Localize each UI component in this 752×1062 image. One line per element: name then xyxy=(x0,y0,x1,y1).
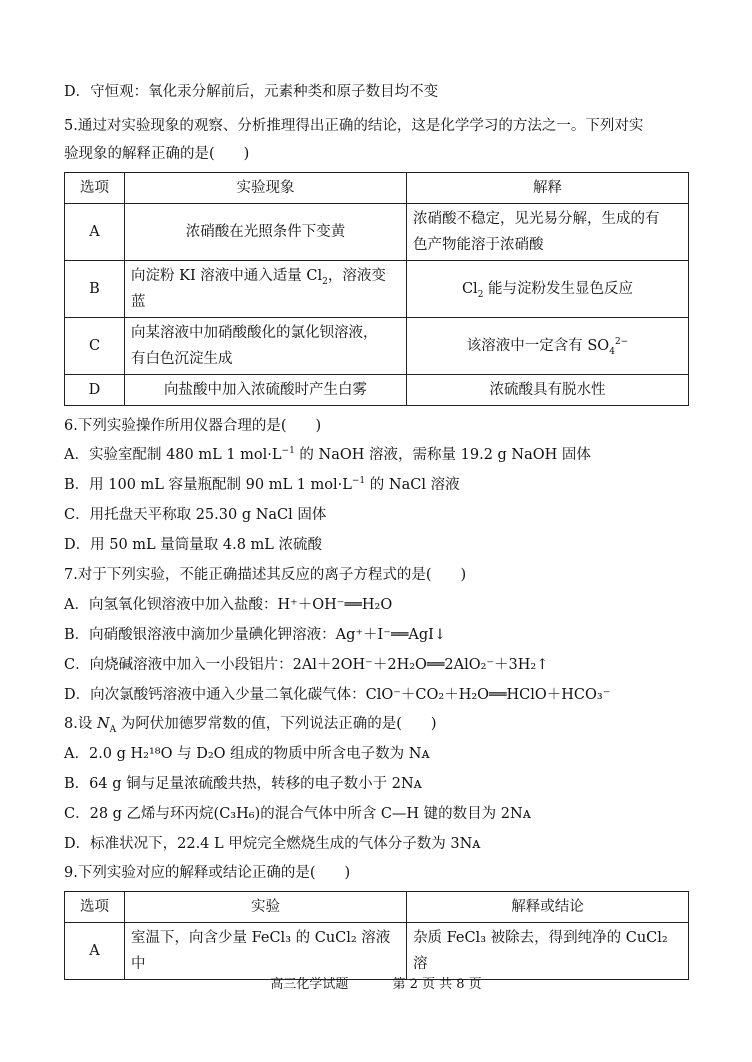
q8-stem xyxy=(64,714,437,734)
text-part: N xyxy=(96,716,110,732)
q7-stem: 7.对于下列实验，不能正确描述其反应的离子方程式的是( ) xyxy=(64,567,467,583)
row-experiment: 室温下，向含少量 FeCl₃ 的 CuCl₂ 溶液中 xyxy=(125,923,407,980)
q6-option-a xyxy=(64,445,591,465)
row-option: A xyxy=(65,204,125,261)
text-part: 为阿伏加德罗常数的值，下列说法正确的是( ) xyxy=(116,716,437,732)
row-phenomenon: 浓硝酸在光照条件下变黄 xyxy=(125,204,407,261)
table-row xyxy=(65,318,689,375)
text-part: B．用 100 mL 容量瓶配制 90 mL 1 mol·L xyxy=(64,477,352,493)
table-row xyxy=(65,923,689,980)
superscript: −1 xyxy=(281,446,295,457)
footer-page-number: 第 2 页 共 8 页 xyxy=(392,977,482,992)
explanation-line: 色产物能溶于浓硝酸 xyxy=(413,237,544,253)
q8-option-c: C．28 g 乙烯与环丙烷(C₃H₆)的混合气体中所含 C—H 键的数目为 2Nᴀ xyxy=(64,806,531,822)
row-explanation xyxy=(407,318,689,375)
q7-option-d: D．向次氯酸钙溶液中通入少量二氧化碳气体：ClO⁻＋CO₂＋H₂O══HClO＋HCO₃⁻ xyxy=(64,687,611,703)
text-part: 能与淀粉发生显色反应 xyxy=(483,281,634,297)
q7-option-a: A．向氢氧化钡溶液中加入盐酸：H⁺＋OH⁻══H₂O xyxy=(64,597,393,613)
q6-stem: 6.下列实验操作所用仪器合理的是( ) xyxy=(64,418,322,434)
header-experiment: 实验 xyxy=(125,892,407,923)
explanation-line: 浓硝酸不稳定，见光易分解，生成的有 xyxy=(413,211,660,227)
row-phenomenon: 向盐酸中加入浓硫酸时产生白雾 xyxy=(125,375,407,406)
header-option: 选项 xyxy=(65,173,125,204)
text-part: 蓝 xyxy=(131,294,146,310)
row-phenomenon xyxy=(125,318,407,375)
row-option: A xyxy=(65,923,125,980)
row-option: D xyxy=(65,375,125,406)
q7-option-c: C．向烧碱溶液中加入一小段铝片：2Al＋2OH⁻＋2H₂O══2AlO₂⁻＋3H₂↑ xyxy=(64,657,549,673)
text-part: 有白色沉淀生成 xyxy=(131,351,233,367)
table-header-row xyxy=(65,892,689,923)
row-option: B xyxy=(65,261,125,318)
q6-option-b xyxy=(64,475,460,495)
q5-stem-line1: 5.通过对实验现象的观察、分析推理得出正确的结论，这是化学学习的方法之一。下列对实 xyxy=(64,118,644,134)
q6-option-d: D．用 50 mL 量筒量取 4.8 mL 浓硫酸 xyxy=(64,537,323,553)
subscript: 4 xyxy=(609,346,615,357)
table-row xyxy=(65,375,689,406)
q9-table xyxy=(64,891,689,980)
text-part: Cl xyxy=(461,281,478,297)
text-part: 向某溶液中加硝酸酸化的氯化钡溶液， xyxy=(131,325,378,341)
text-part: 该溶液中一定含有 SO xyxy=(466,338,610,354)
text-part: 的 NaCl 溶液 xyxy=(365,477,460,493)
header-explanation: 解释 xyxy=(407,173,689,204)
subscript: 2 xyxy=(322,276,328,287)
row-explanation: 浓硫酸具有脱水性 xyxy=(407,375,689,406)
text-part: 的 NaOH 溶液，需称量 19.2 g NaOH 固体 xyxy=(294,447,591,463)
q9-stem: 9.下列实验对应的解释或结论正确的是( ) xyxy=(64,865,351,881)
row-conclusion: 杂质 FeCl₃ 被除去，得到纯净的 CuCl₂ 溶 xyxy=(407,923,689,980)
row-explanation xyxy=(407,204,689,261)
text-part: 8.设 xyxy=(64,716,97,732)
q8-option-d: D．标准状况下，22.4 L 甲烷完全燃烧生成的气体分子数为 3Nᴀ xyxy=(64,836,481,852)
q5-table xyxy=(64,172,689,406)
header-conclusion: 解释或结论 xyxy=(407,892,689,923)
text-part: 向淀粉 KI 溶液中通入适量 Cl xyxy=(131,268,323,284)
header-option: 选项 xyxy=(65,892,125,923)
superscript: 2− xyxy=(614,337,629,348)
subscript: 2 xyxy=(477,289,484,300)
superscript: −1 xyxy=(351,476,366,487)
page-footer xyxy=(0,973,752,992)
footer-subject: 高三化学试题 xyxy=(270,977,349,992)
subscript: A xyxy=(109,724,117,735)
table-header-row xyxy=(65,173,689,204)
q4-option-d: D．守恒观：氧化汞分解前后，元素种类和原子数目均不变 xyxy=(64,84,439,100)
row-explanation xyxy=(407,261,689,318)
q7-option-b: B．向硝酸银溶液中滴加少量碘化钾溶液：Ag⁺＋I⁻══AgI↓ xyxy=(64,627,447,643)
q8-option-a: A．2.0 g H₂¹⁸O 与 D₂O 组成的物质中所含电子数为 Nᴀ xyxy=(64,746,430,762)
q8-option-b: B．64 g 铜与足量浓硫酸共热，转移的电子数小于 2Nᴀ xyxy=(64,776,422,792)
text-part: ，溶液变 xyxy=(327,268,386,284)
row-option: C xyxy=(65,318,125,375)
text-part: A．实验室配制 480 mL 1 mol·L xyxy=(64,447,282,463)
header-phenomenon: 实验现象 xyxy=(125,173,407,204)
q5-stem-line2: 验现象的解释正确的是( ) xyxy=(64,146,250,162)
q6-option-c: C．用托盘天平称取 25.30 g NaCl 固体 xyxy=(64,507,327,523)
row-phenomenon xyxy=(125,261,407,318)
table-row xyxy=(65,204,689,261)
table-row xyxy=(65,261,689,318)
